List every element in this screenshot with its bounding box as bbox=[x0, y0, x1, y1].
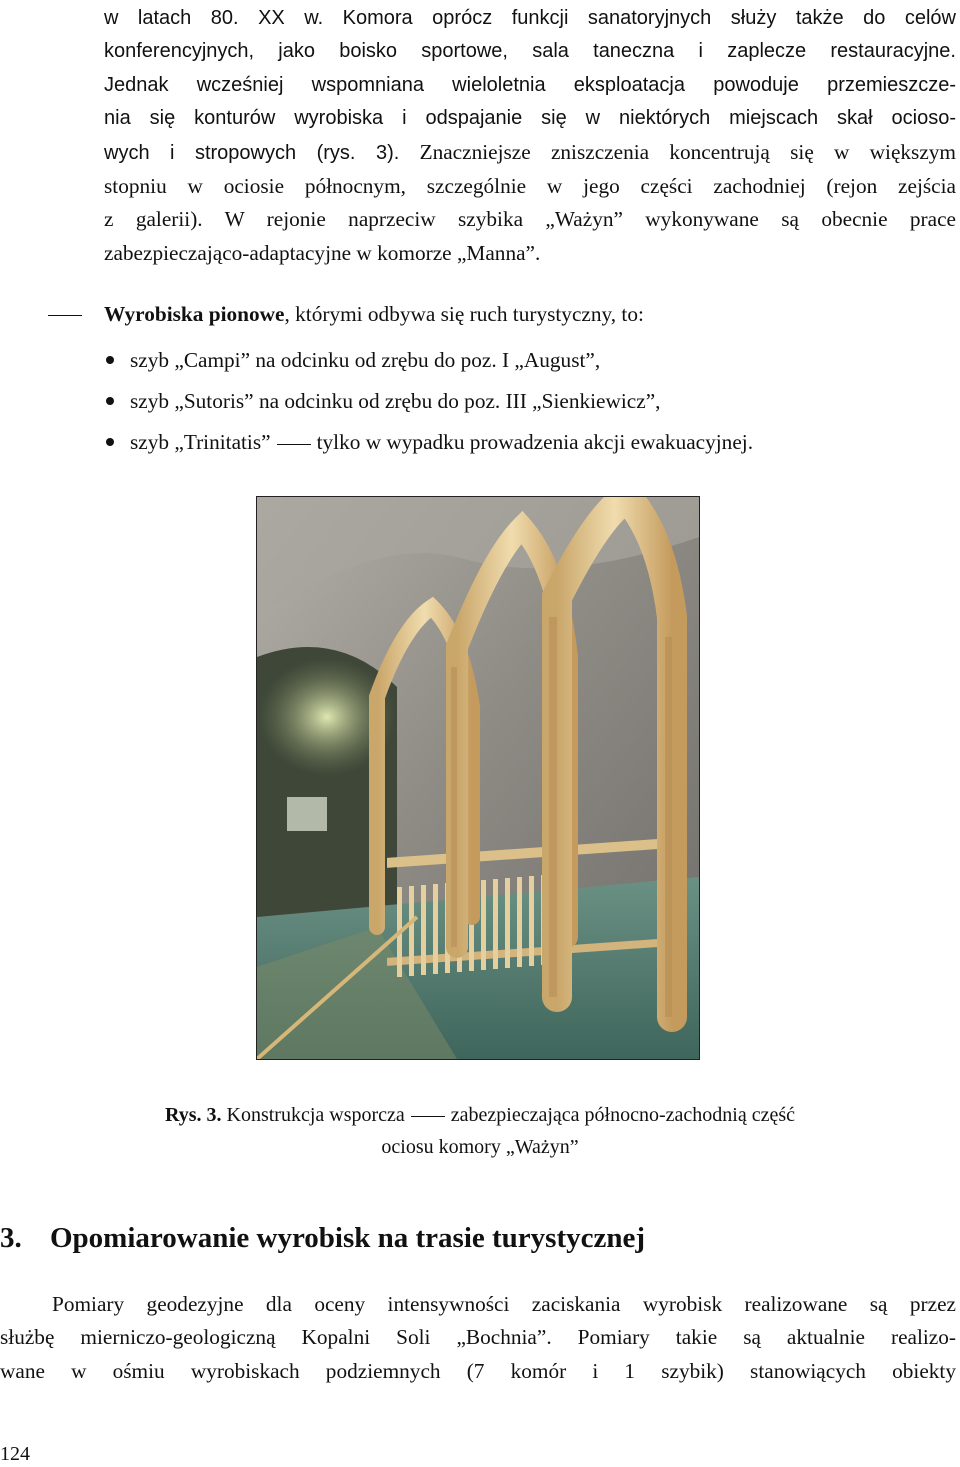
paragraph-line: wane w ośmiu wyrobiskach podziemnych (7 komór i 1 szybik) stanowiących obiekty bbox=[0, 1358, 956, 1383]
list-item bbox=[104, 422, 956, 463]
bullet-icon bbox=[106, 356, 114, 364]
caption-line-2: ociosu komory „Ważyn” bbox=[381, 1136, 579, 1158]
paragraph-line-part: Znaczniejsze zniszczenia koncentrują się w większym bbox=[419, 139, 956, 164]
top-paragraph bbox=[104, 2, 956, 270]
paragraph-line: nia się konturów wyrobiska i odspajanie się w niektórych miejscach skał ocioso- bbox=[104, 107, 956, 130]
em-dash-marker bbox=[411, 1116, 445, 1117]
list-item bbox=[104, 381, 956, 422]
paragraph-line: Jednak wcześniej wspomniana wieloletnia eksploatacja powoduje przemieszcze- bbox=[104, 73, 956, 96]
paragraph-line: stopniu w ociosie północnym, szczególnie w jego części zachodniej (rejon zejścia bbox=[104, 174, 956, 199]
caption-line-1 bbox=[0, 1099, 960, 1131]
paragraph-line: konferencyjnych, jako boisko sportowe, sala taneczna i zaplecze restauracyjne. bbox=[104, 40, 956, 63]
shafts-list bbox=[104, 340, 956, 463]
paragraph-line: Pomiary geodezyjne dla oceny intensywności zaciskania wyrobisk realizowane są przez bbox=[52, 1292, 956, 1316]
distant-screen bbox=[287, 797, 327, 831]
section-title: Opomiarowanie wyrobisk na trasie turystycznej bbox=[50, 1222, 646, 1254]
shafts-intro-bold: Wyrobiska pionowe bbox=[104, 302, 285, 326]
paragraph-line: z galerii). W rejonie naprzeciw szybika „Ważyn” wykonywane są obecnie prace bbox=[104, 207, 956, 232]
figure-caption bbox=[0, 1099, 960, 1163]
paragraph-line: w latach 80. XX w. Komora oprócz funkcji sanatoryjnych służy także do celów bbox=[104, 7, 956, 29]
list-item-text: szyb „Trinitatis” bbox=[130, 430, 271, 454]
paragraph-line: zabezpieczająco-adaptacyjne w komorze „Manna”. bbox=[104, 240, 541, 265]
page-number: 124 bbox=[0, 1443, 30, 1465]
figure-photo bbox=[256, 496, 700, 1060]
section-heading bbox=[0, 1218, 960, 1258]
caption-text: Konstrukcja wsporcza bbox=[226, 1104, 405, 1126]
list-item-text-rest: tylko w wypadku prowadzenia akcji ewakuacyjnej. bbox=[316, 430, 754, 454]
timber-support-photo bbox=[257, 497, 699, 1059]
shafts-intro-text bbox=[104, 298, 644, 331]
paragraph-line-mixed bbox=[104, 136, 956, 170]
em-dash-marker bbox=[48, 315, 82, 316]
paragraph-line: służbę mierniczo-geologiczną Kopalni Soli „Bochnia”. Pomiary takie są aktualnie realizo- bbox=[0, 1325, 956, 1350]
bullet-icon bbox=[106, 397, 114, 405]
paragraph-line-part: wych i stropowych (rys. 3). bbox=[104, 141, 400, 164]
body-paragraph bbox=[0, 1288, 956, 1388]
shafts-intro-rest: , którymi odbywa się ruch turystyczny, to: bbox=[284, 302, 644, 326]
section-number: 3. bbox=[0, 1222, 22, 1254]
list-item-text: szyb „Campi” na odcinku od zrębu do poz. I „August”, bbox=[130, 348, 601, 372]
caption-text: zabezpieczająca północno-zachodnią część bbox=[450, 1104, 796, 1126]
caption-label: Rys. 3. bbox=[164, 1104, 222, 1126]
list-item-text: szyb „Sutoris” na odcinku od zrębu do poz. III „Sienkiewicz”, bbox=[130, 389, 661, 413]
em-dash-marker bbox=[277, 444, 311, 445]
bullet-icon bbox=[106, 438, 114, 446]
list-item bbox=[104, 340, 956, 381]
